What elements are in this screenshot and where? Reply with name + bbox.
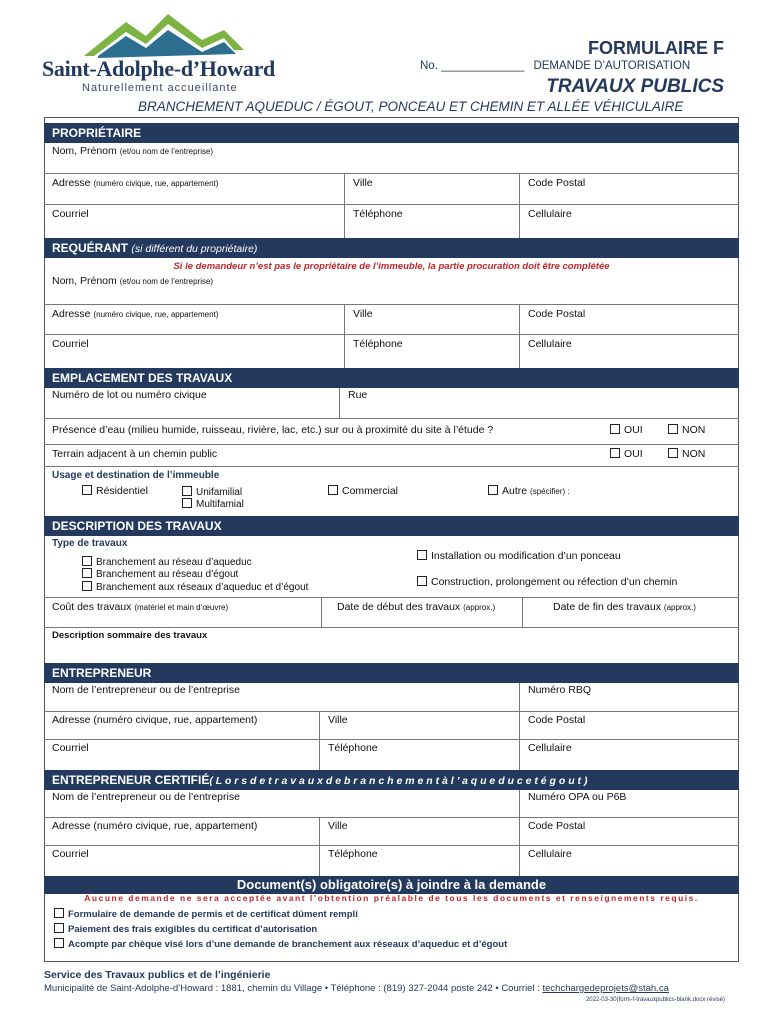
- work-summary-label: Description sommaire des travaux: [52, 630, 208, 641]
- certified-phone-field[interactable]: [319, 846, 378, 876]
- footer-service: Service des Travaux publics et de l’ingénierie: [44, 969, 271, 981]
- usage-title: Usage et destination de l’immeuble: [52, 470, 220, 481]
- owner-name-label: Nom, Prénom (et/ou nom de l’entreprise): [52, 145, 214, 157]
- water-connection-checkbox[interactable]: Branchement au réseau d’aqueduc: [82, 556, 252, 568]
- work-type-row: [44, 536, 739, 597]
- contractor-name-field[interactable]: Nom de l’entrepreneur ou de l’entreprise: [52, 684, 240, 696]
- applicant-section-header: [44, 238, 739, 258]
- applicant-address-field[interactable]: Adresse (numéro civique, rue, appartement): [52, 308, 219, 320]
- contractor-postal-label: Code Postal: [528, 714, 586, 726]
- start-date-field[interactable]: [321, 598, 496, 627]
- owner-city-field[interactable]: [344, 174, 373, 204]
- contractor-cell-label: Cellulaire: [528, 742, 572, 754]
- checkbox-icon: [82, 556, 92, 566]
- certified-cell-field[interactable]: [519, 846, 572, 876]
- road-yes-checkbox[interactable]: OUI: [610, 448, 643, 460]
- culvert-checkbox[interactable]: Installation ou modification d’un ponceau: [417, 550, 621, 562]
- owner-phone-label: Téléphone: [353, 208, 403, 220]
- applicant-title: REQUÉRANT: [52, 241, 129, 255]
- water-no-checkbox[interactable]: NON: [668, 424, 705, 436]
- certified-license-field[interactable]: [519, 790, 627, 817]
- checkbox-icon: [54, 908, 64, 918]
- form-title: FORMULAIRE F: [588, 38, 724, 58]
- location-lot-row: [44, 388, 739, 418]
- applicant-proxy-note: Si le demandeur n’est pas le propriétaire de l’immeuble, la partie procuration doit être complétée: [173, 261, 610, 272]
- contractor-address-row: [44, 711, 739, 739]
- owner-contact-row: [44, 204, 739, 238]
- owner-email-field[interactable]: Courriel: [52, 208, 89, 220]
- location-section-header: EMPLACEMENT DES TRAVAUX: [44, 368, 739, 388]
- residential-checkbox[interactable]: Résidentiel: [82, 485, 148, 497]
- certified-postal-label: Code Postal: [528, 820, 586, 832]
- owner-name-field[interactable]: [44, 143, 739, 173]
- certified-name-row: [44, 790, 739, 817]
- documents-warning: Aucune demande ne sera acceptée avant l’obtention préalable de tous les documents et renseignements requis.: [84, 893, 699, 903]
- doc-item-form[interactable]: Formulaire de demande de permis et de certificat dûment rempli: [54, 908, 358, 920]
- applicant-phone-field[interactable]: [344, 335, 403, 368]
- footer-email-link[interactable]: techchargedeprojets@stah.ca: [542, 983, 669, 994]
- usage-row: [44, 466, 739, 516]
- contractor-phone-label: Téléphone: [328, 742, 378, 754]
- applicant-city-field[interactable]: [344, 305, 373, 334]
- checkbox-icon: [82, 485, 92, 495]
- road-construction-checkbox[interactable]: Construction, prolongement ou réfection d’un chemin: [417, 576, 677, 588]
- end-date-label: Date de fin des travaux (approx.): [553, 601, 696, 613]
- water-presence-question: Présence d’eau (milieu humide, ruisseau, rivière, lac, etc.) sur ou à proximité du site à l’étude ?: [52, 424, 494, 436]
- form-number-field[interactable]: No. _____________: [420, 60, 525, 72]
- owner-cell-field[interactable]: [519, 205, 572, 238]
- owner-phone-field[interactable]: [344, 205, 403, 238]
- contractor-contact-row: [44, 739, 739, 770]
- contractor-email-field[interactable]: Courriel: [52, 742, 89, 754]
- municipality-logo: [40, 10, 280, 100]
- cost-dates-row: [44, 597, 739, 627]
- contractor-rbq-field[interactable]: [519, 683, 592, 711]
- commercial-checkbox[interactable]: Commercial: [328, 485, 398, 497]
- certified-city-label: Ville: [328, 820, 348, 832]
- checkbox-icon: [417, 550, 427, 560]
- checkbox-icon: [328, 485, 338, 495]
- lot-number-field[interactable]: Numéro de lot ou numéro civique: [52, 389, 207, 401]
- applicant-postal-label: Code Postal: [528, 308, 586, 320]
- contractor-section-header: ENTREPRENEUR: [44, 663, 739, 683]
- owner-cell-label: Cellulaire: [528, 208, 572, 220]
- applicant-postal-field[interactable]: [519, 305, 586, 334]
- certified-city-field[interactable]: [319, 818, 348, 845]
- applicant-name-label: Nom, Prénom (et/ou nom de l’entreprise): [52, 275, 214, 287]
- road-no-checkbox[interactable]: NON: [668, 448, 705, 460]
- checkbox-icon: [668, 424, 678, 434]
- contractor-name-row: [44, 683, 739, 711]
- applicant-cell-field[interactable]: [519, 335, 572, 368]
- checkbox-icon: [610, 424, 620, 434]
- applicant-email-field[interactable]: Courriel: [52, 338, 89, 350]
- applicant-address-row: [44, 304, 739, 334]
- water-sewer-connection-checkbox[interactable]: Branchement aux réseaux d’aqueduc et d’égout: [82, 581, 308, 593]
- certified-cell-label: Cellulaire: [528, 848, 572, 860]
- certified-name-field[interactable]: Nom de l’entrepreneur ou de l’entreprise: [52, 791, 240, 803]
- cost-field[interactable]: Coût des travaux (matériel et main d’œuvre): [52, 601, 229, 613]
- street-field[interactable]: [339, 388, 368, 418]
- checkbox-icon: [82, 581, 92, 591]
- checkbox-icon: [182, 498, 192, 508]
- checkbox-icon: [82, 568, 92, 578]
- checkbox-icon: [488, 485, 498, 495]
- certified-address-row: [44, 817, 739, 845]
- street-label: Rue: [348, 389, 368, 401]
- logo-name: Saint-Adolphe-d’Howard: [42, 56, 275, 81]
- applicant-city-label: Ville: [353, 308, 373, 320]
- main-title: TRAVAUX PUBLICS: [546, 76, 724, 97]
- footer-document-code: 2022-03-30(form-f-travauxpublics-blank.docx révisé): [585, 997, 725, 1003]
- certified-section-header: [44, 770, 739, 790]
- owner-city-label: Ville: [353, 177, 373, 189]
- checkbox-icon: [54, 938, 64, 948]
- contractor-city-field[interactable]: [319, 712, 348, 739]
- certified-license-label: Numéro OPA ou P6B: [528, 791, 627, 803]
- checkbox-icon: [610, 448, 620, 458]
- doc-item-fees[interactable]: Paiement des frais exigibles du certificat d’autorisation: [54, 923, 317, 935]
- public-road-question: Terrain adjacent à un chemin public: [52, 448, 218, 460]
- work-summary-field[interactable]: [44, 627, 739, 663]
- certified-contact-row: [44, 845, 739, 876]
- footer-address: Municipalité de Saint-Adolphe-d’Howard : 1881, chemin du Village • Téléphone : (819) 327-2044 poste 242 • Courriel :: [44, 983, 543, 994]
- single-family-checkbox[interactable]: Unifamilial: [182, 486, 242, 498]
- certified-phone-label: Téléphone: [328, 848, 378, 860]
- water-presence-row: [44, 418, 739, 444]
- applicant-phone-label: Téléphone: [353, 338, 403, 350]
- end-date-field[interactable]: [522, 598, 696, 627]
- owner-address-row: [44, 173, 739, 204]
- checkbox-icon: [417, 576, 427, 586]
- applicant-name-field[interactable]: [44, 274, 739, 304]
- contractor-city-label: Ville: [328, 714, 348, 726]
- owner-postal-label: Code Postal: [528, 177, 586, 189]
- checkbox-icon: [182, 486, 192, 496]
- certified-title: ENTREPRENEUR CERTIFIÉ: [52, 773, 210, 787]
- public-road-row: [44, 444, 739, 466]
- owner-address-field[interactable]: Adresse (numéro civique, rue, appartement): [52, 177, 219, 189]
- mountains-icon: [84, 10, 244, 60]
- footer-contact: [44, 983, 669, 994]
- certified-email-field[interactable]: Courriel: [52, 848, 89, 860]
- checkbox-icon: [54, 923, 64, 933]
- contractor-address-field[interactable]: Adresse (numéro civique, rue, appartement): [52, 714, 258, 726]
- request-label: DEMANDE D’AUTORISATION: [533, 60, 691, 72]
- multi-family-checkbox[interactable]: Multifamial: [182, 498, 244, 510]
- other-usage-checkbox[interactable]: Autre (spécifier) :: [488, 485, 570, 497]
- contractor-cell-field[interactable]: [519, 740, 572, 770]
- documents-section-header: Document(s) obligatoire(s) à joindre à la demande: [44, 876, 739, 894]
- description-section-header: DESCRIPTION DES TRAVAUX: [44, 516, 739, 536]
- certified-address-field[interactable]: Adresse (numéro civique, rue, appartement): [52, 820, 258, 832]
- logo-tagline: Naturellement accueillante: [82, 82, 238, 94]
- checkbox-icon: [668, 448, 678, 458]
- sewer-connection-checkbox[interactable]: Branchement au réseau d’égout: [82, 568, 238, 580]
- start-date-label: Date de début des travaux (approx.): [337, 601, 496, 613]
- subtitle: BRANCHEMENT AQUEDUC / ÉGOUT, PONCEAU ET CHEMIN ET ALLÉE VÉHICULAIRE: [138, 99, 684, 114]
- contractor-postal-field[interactable]: [519, 712, 586, 739]
- applicant-contact-row: [44, 334, 739, 368]
- certified-postal-field[interactable]: [519, 818, 586, 845]
- contractor-rbq-label: Numéro RBQ: [528, 684, 592, 696]
- owner-postal-field[interactable]: [519, 174, 586, 204]
- applicant-cell-label: Cellulaire: [528, 338, 572, 350]
- work-type-title: Type de travaux: [52, 538, 128, 549]
- doc-item-deposit[interactable]: Acompte par chèque visé lors d’une demande de branchement aux réseaux d’aqueduc et d’égout: [54, 938, 507, 950]
- certified-title-hint: ( L o r s d e t r a v a u x d e b r a n c h e m e n t à l ’ a q u e d u c e t é g o u t ): [209, 775, 588, 787]
- contractor-phone-field[interactable]: [319, 740, 378, 770]
- applicant-title-hint: (si différent du propriétaire): [131, 243, 258, 255]
- water-yes-checkbox[interactable]: OUI: [610, 424, 643, 436]
- owner-section-header: PROPRIÉTAIRE: [44, 123, 739, 143]
- form-number-line: [420, 60, 690, 72]
